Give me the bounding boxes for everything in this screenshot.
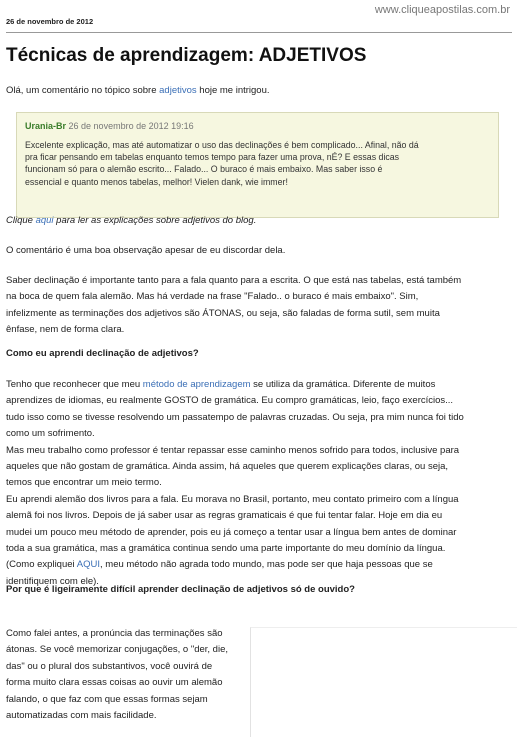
click-here-line	[6, 213, 508, 229]
site-watermark: www.cliqueapostilas.com.br	[374, 4, 510, 16]
paragraph-line: mudei um pouco meu método de aprender, pois eu já começo a tentar usar a língua bem antes de dominar	[6, 526, 457, 538]
como-expliquei-text: (Como expliquei	[6, 559, 77, 571]
paragraph-line: aprendizes de idiomas, eu realmente GOSTO de gramática. Eu compro gramáticas, leio, faço exercícios...	[6, 395, 454, 407]
intro-text-before: Olá, um comentário no tópico sobre	[6, 85, 160, 96]
intro-text-after: hoje me intrigou.	[196, 85, 270, 96]
paragraph-line	[6, 557, 508, 573]
final-paragraph	[6, 626, 246, 724]
metodo-text-before: Tenho que reconhecer que meu	[6, 379, 143, 390]
section-heading-por-que: Por que é ligeiramente difícil aprender declinação de adjetivos só de ouvido?	[6, 584, 355, 595]
paragraph-line: átonas. Se você memorizar conjugações, o "der, die,	[6, 644, 228, 656]
quoted-comment	[16, 112, 499, 218]
paragraph-line: toda a sua gramática, mas a gramática continua sendo uma parte importante do meu domínio da língua.	[6, 543, 446, 555]
paragraph-line: falando, o que faz com que essas formas sejam	[6, 693, 208, 705]
paragraph-line: tudo isso como se tivesse resolvendo um passatempo de palavras cruzadas. Ou seja, pra mim nunca foi tido	[6, 411, 464, 423]
declinacao-paragraph	[6, 273, 508, 339]
metodo-text-after: se utiliza da gramática. Diferente de muitos	[250, 379, 436, 390]
comment-line: Excelente explicação, mas até automatizar o uso das declinações é bem complicado... Afinal, não dá	[25, 140, 419, 150]
metodo-aprendizagem-link[interactable]: método de aprendizagem	[142, 379, 251, 390]
post-date: 26 de novembro de 2012	[6, 17, 94, 26]
intro-paragraph	[6, 83, 508, 99]
comment-body	[25, 139, 491, 188]
comment-line: funcionam só para o alemão escrito... Falado... O buraco é mais embaixo. Mas saber isso é	[25, 164, 383, 175]
paragraph-line: aqueles que não gostam de gramática. Ainda assim, há aqueles que querem explicações claras, ou seja,	[6, 461, 449, 473]
comment-line: essencial e quanto menos tabelas, melhor! Vielen dank, wie immer!	[25, 176, 288, 187]
paragraph-line: na boca de quem fala alemão. Mas há verdade na frase "Falado.. o buraco é mais embaixo". Sim,	[6, 291, 419, 303]
paragraph-line: Saber declinação é importante tanto para a fala quanto para a escrita. O que está nas tabelas, está também	[6, 275, 462, 286]
paragraph-line: automatizadas com mais facilidade.	[6, 710, 157, 722]
paragraph-line: temos que encontrar um meio termo.	[6, 477, 162, 489]
click-text-after: para ler as explicações sobre adjetivos do blog.	[53, 215, 257, 226]
comment-header	[25, 121, 194, 131]
comment-timestamp: 26 de novembro de 2012 19:16	[68, 121, 194, 131]
paragraph-line: como um sofrimento.	[6, 428, 95, 440]
paragraph-line: das" ou o plural dos substantivos, você ouvirá de	[6, 660, 213, 672]
paragraph-line	[6, 377, 508, 393]
paragraph-line: identifiquem com ele).	[6, 575, 99, 587]
comment-line: pra ficar pensando em tabelas enquanto temos tempo para fazer uma prova, nÉ? E essas dicas	[25, 152, 400, 163]
paragraph-line: infelizmente as terminações dos adjetivos são ÁTONAS, ou seja, são faladas de forma sutil, sem muita	[6, 307, 440, 319]
comment-observation: O comentário é uma boa observação apesar de eu discordar dela.	[6, 245, 286, 256]
side-placeholder-box	[250, 627, 517, 737]
comment-author: Urania-Br	[25, 121, 67, 131]
click-text-before: Clique	[6, 215, 36, 226]
paragraph-line: Mas meu trabalho como professor é tentar repassar esse caminho menos sofrido para todos, inclusive para	[6, 444, 460, 456]
metodo-paragraph	[6, 377, 508, 590]
paragraph-line: Eu aprendi alemão dos livros para a fala. Eu morava no Brasil, portanto, meu contato primeiro com a língua	[6, 493, 459, 505]
paragraph-line: Como falei antes, a pronúncia das terminações são	[6, 628, 223, 639]
section-heading-como-aprendi: Como eu aprendi declinação de adjetivos?	[6, 348, 199, 359]
como-expliquei-after: , meu método não agrada todo mundo, mas pode ser que haja pessoas que se	[100, 559, 433, 571]
aqui-link[interactable]: aqui	[35, 215, 54, 226]
paragraph-line: forma muito clara essas coisas ao ouvir um alemão	[6, 677, 223, 689]
header-divider	[6, 32, 512, 33]
aqui-metodo-link[interactable]: AQUI	[76, 559, 100, 571]
paragraph-line: alemã foi nos livros. Depois de já saber usar as regras gramaticais é que fui tentar falar. Hoje em dia eu	[6, 510, 443, 522]
paragraph-line: ênfase, nem de forma clara.	[6, 324, 125, 336]
adjetivos-link[interactable]: adjetivos	[159, 85, 197, 96]
page-title: Técnicas de aprendizagem: ADJETIVOS	[6, 45, 367, 66]
